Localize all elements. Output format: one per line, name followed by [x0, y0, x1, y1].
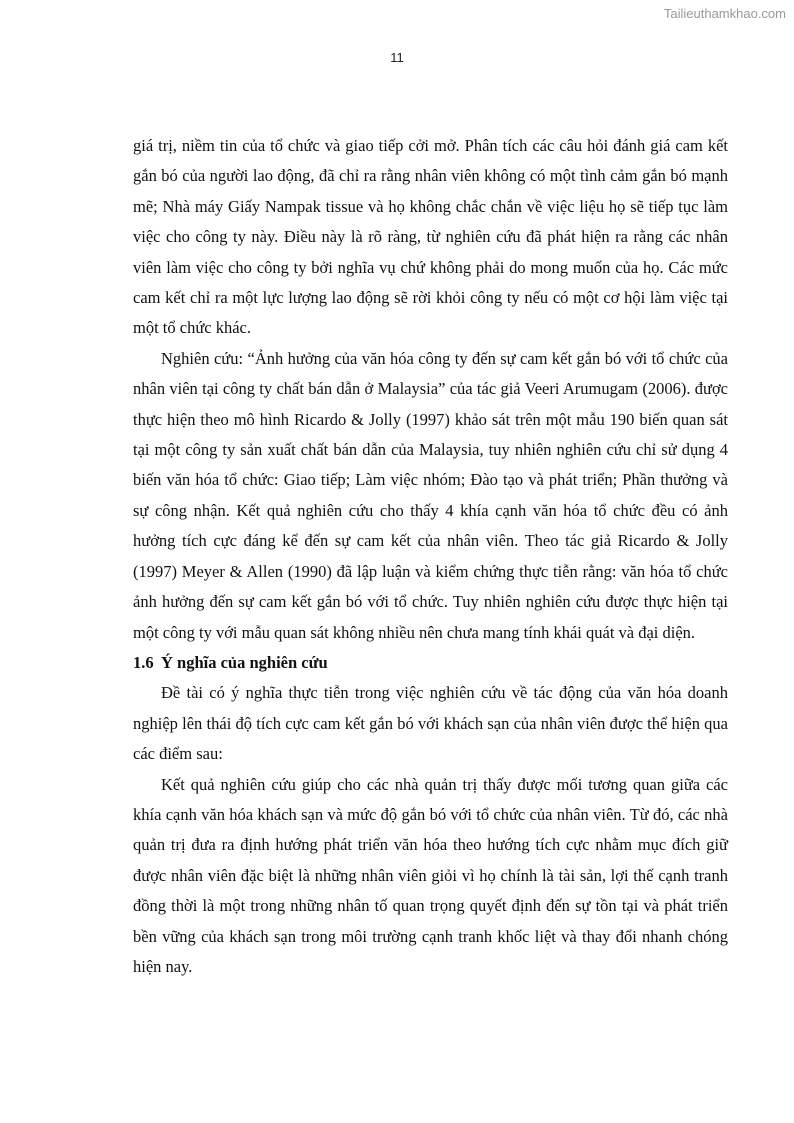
paragraph-significance-intro: Đề tài có ý nghĩa thực tiễn trong việc nghiên cứu về tác động của văn hóa doanh nghiệp lên thái độ tích cực cam kết gắn bó với khách sạn của nhân viên được thể hiện qua các điểm sau:: [133, 683, 728, 764]
page-number: 11: [390, 50, 404, 65]
section-number: 1.6: [133, 652, 154, 672]
watermark: Tailieuthamkhao.com: [663, 6, 786, 21]
paragraph-research-malaysia: Nghiên cứu: “Ảnh hưởng của văn hóa công ty đến sự cam kết gắn bó với tổ chức của nhân viên tại công ty chất bán dẫn ở Malaysia” của tác giả Veeri Arumugam (2006). được thực hiện theo mô hình Ricardo & Jolly (1997) khảo sát trên một mẫu 190 biến quan sát tại một công ty sản xuất chất bán dẫn của Malaysia, tuy nhiên nghiên cứu chỉ sử dụng 4 biến văn hóa tổ chức: Giao tiếp; Làm việc nhóm; Đào tạo và phát triển; Phần thưởng và sự công nhận. Kết quả nghiên cứu cho thấy 4 khía cạnh văn hóa tổ chức đều có ảnh hưởng tích cực đáng kể đến sự cam kết của nhân viên. Theo tác giả Ricardo & Jolly (1997) Meyer & Allen (1990) đã lập luận và kiểm chứng thực tiễn rằng: văn hóa tổ chức ảnh hưởng đến sự cam kết gắn bó với tổ chức. Tuy nhiên nghiên cứu được thực hiện tại một công ty với mẫu quan sát không nhiều nên chưa mang tính khái quát và đại diện.: [133, 348, 728, 642]
paragraph-significance-detail: Kết quả nghiên cứu giúp cho các nhà quản trị thấy được mối tương quan giữa các khía cạnh văn hóa khách sạn và mức độ gắn bó với tổ chức của nhân viên. Từ đó, các nhà quản trị đưa ra định hướng phát triển văn hóa theo hướng tích cực nhằm mục đích giữ được nhân viên đặc biệt là những nhân viên giỏi vì họ chính là tài sản, lợi thế cạnh tranh đồng thời là một trong những nhân tố quan trọng quyết định đến sự tồn tại và phát triển bền vững của khách sạn trong môi trường cạnh tranh khốc liệt và thay đổi nhanh chóng hiện nay.: [133, 774, 728, 976]
section-title: Ý nghĩa của nghiên cứu: [161, 652, 328, 672]
section-heading: [133, 648, 728, 678]
paragraph-continuation: giá trị, niềm tin của tổ chức và giao tiếp cởi mở. Phân tích các câu hỏi đánh giá cam kết gắn bó của người lao động, đã chỉ ra rằng nhân viên không có một tình cảm gắn bó mạnh mẽ; Nhà máy Giấy Nampak tissue và họ không chắc chắn về việc liệu họ sẽ tiếp tục làm việc cho công ty này. Điều này là rõ ràng, từ nghiên cứu đã phát hiện ra rằng các nhân viên làm việc cho công ty bởi nghĩa vụ chứ không phải do mong muốn của họ. Các mức cam kết chỉ ra một lực lượng lao động sẽ rời khỏi công ty nếu có một cơ hội làm việc tại một tổ chức khác.: [133, 136, 728, 338]
document-body: [133, 131, 728, 982]
